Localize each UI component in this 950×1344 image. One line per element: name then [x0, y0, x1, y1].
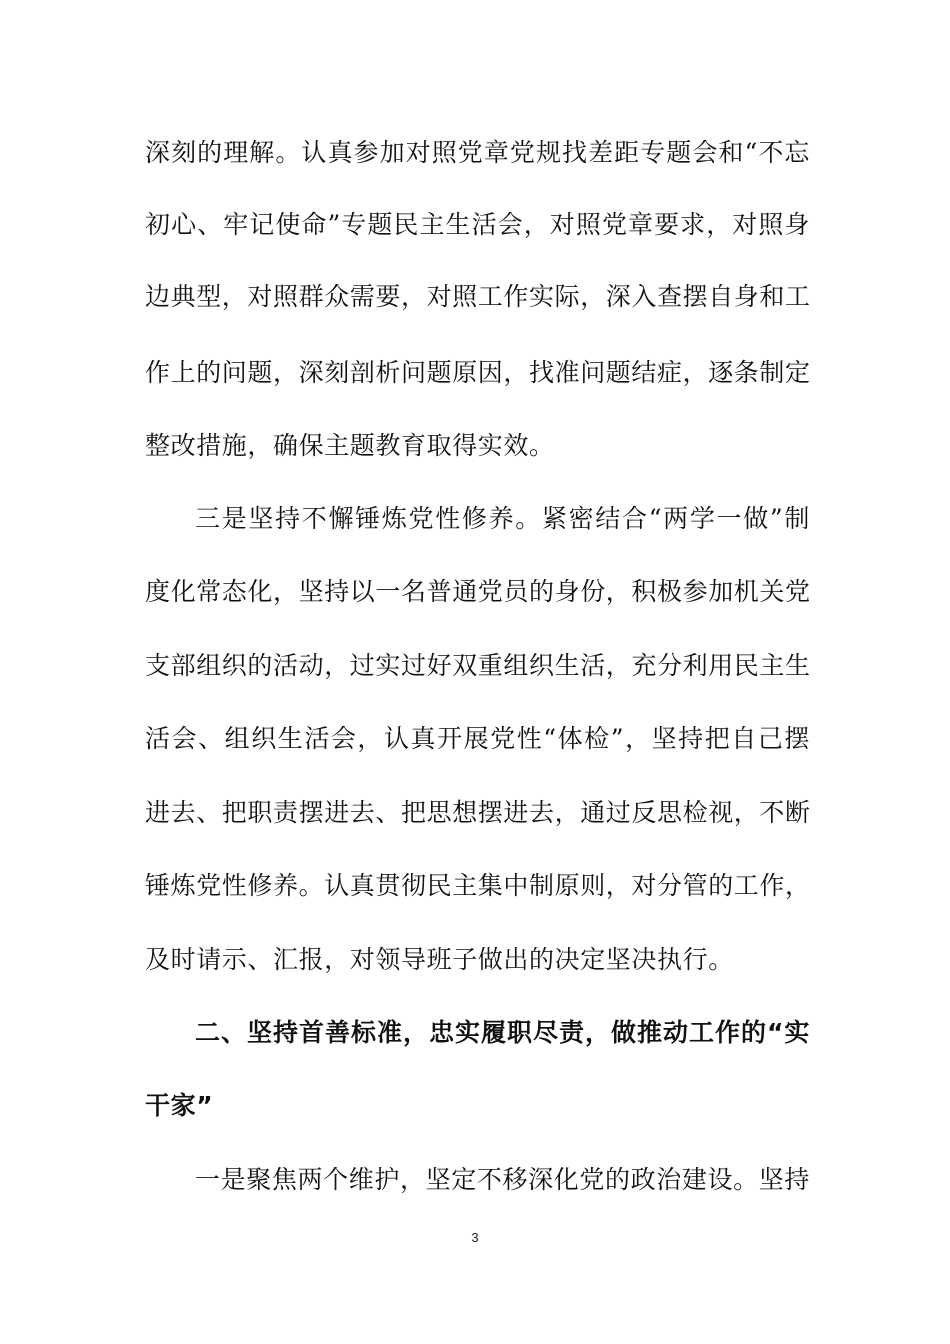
- section-heading-line-1: 二、坚持首善标准，忠实履职尽责，做推动工作的“实: [195, 1018, 810, 1047]
- paragraph-2-line-5: 进去、把职责摆进去、把思想摆进去，通过反思检视，不断: [145, 798, 811, 827]
- paragraph-2-line-6: 锤炼党性修养。认真贯彻民主集中制原则，对分管的工作，: [145, 871, 811, 900]
- page-number: 3: [471, 1230, 479, 1245]
- paragraph-1-line-1: 深刻的理解。认真参加对照党章党规找差距专题会和“不忘: [145, 138, 810, 167]
- paragraph-1-line-3: 边典型，对照群众需要，对照工作实际，深入查摆自身和工: [145, 282, 811, 311]
- paragraph-2-line-7: 及时请示、汇报，对领导班子做出的决定坚决执行。: [145, 945, 734, 974]
- paragraph-2-line-4: 活会、组织生活会，认真开展党性“体检”，坚持把自己摆: [145, 724, 810, 753]
- paragraph-1-line-2: 初心、牢记使命”专题民主生活会，对照党章要求，对照身: [145, 210, 810, 239]
- paragraph-1-line-5: 整改措施，确保主题教育取得实效。: [145, 431, 555, 460]
- paragraph-2-line-3: 支部组织的活动，过实过好双重组织生活，充分利用民主生: [145, 651, 811, 680]
- section-heading-line-2: 干家”: [145, 1091, 214, 1120]
- paragraph-3-line-1: 一是聚焦两个维护，坚定不移深化党的政治建设。坚持: [195, 1165, 810, 1194]
- paragraph-2-line-1: 三是坚持不懈锤炼党性修养。紧密结合“两学一做”制: [195, 504, 810, 533]
- paragraph-1-line-4: 作上的问题，深刻剖析问题原因，找准问题结症，逐条制定: [145, 358, 811, 387]
- paragraph-2-line-2: 度化常态化，坚持以一名普通党员的身份，积极参加机关党: [145, 577, 811, 606]
